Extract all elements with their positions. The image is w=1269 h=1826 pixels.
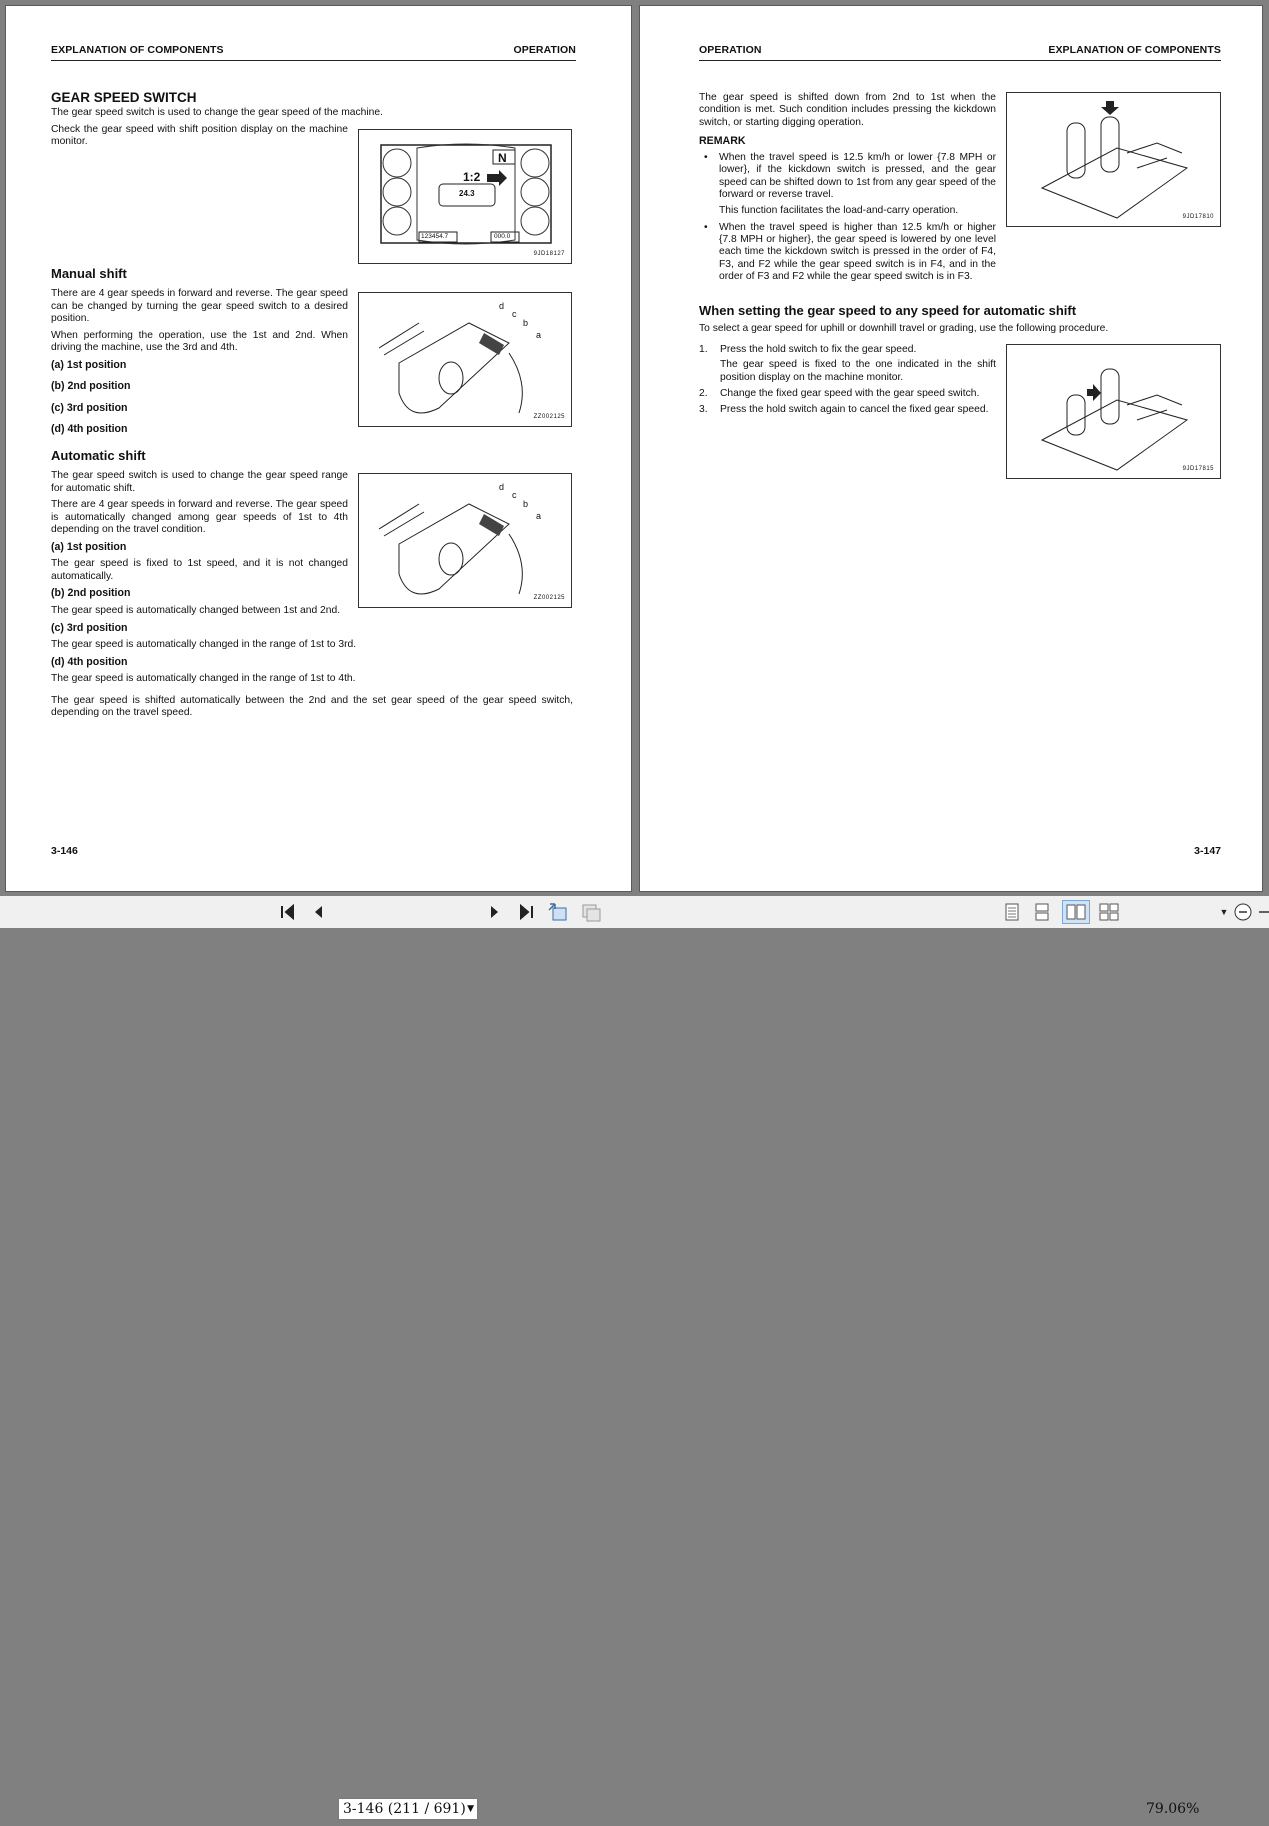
machine-monitor-figure bbox=[358, 129, 572, 264]
zoom-level[interactable]: 79.06% bbox=[1146, 1801, 1200, 1817]
speed-readout: 24.3 bbox=[459, 189, 475, 198]
remark-list bbox=[699, 152, 996, 283]
callout-label: b bbox=[523, 499, 529, 509]
right-document-page bbox=[639, 5, 1263, 892]
continuous-view-icon[interactable] bbox=[1031, 896, 1053, 928]
previous-page-icon[interactable] bbox=[306, 896, 330, 928]
figure-code: 9JD18127 bbox=[533, 251, 565, 257]
header-section-title: EXPLANATION OF COMPONENTS bbox=[51, 44, 224, 56]
running-header bbox=[51, 44, 576, 61]
gear-switch-lever-figure bbox=[358, 292, 572, 427]
kickdown-section bbox=[699, 92, 996, 287]
paragraph: The gear speed is fixed to 1st speed, and it is not changed automatically. bbox=[51, 558, 348, 582]
position-label: (b) 2nd position bbox=[51, 587, 131, 600]
paragraph: The gear speed is shifted automatically between the 2nd and the set gear speed of the gear speed switch, depending on the travel speed. bbox=[51, 695, 573, 719]
position-label: (c) 3rd position bbox=[51, 401, 128, 414]
subsection-title: Automatic shift bbox=[51, 448, 146, 463]
remark-note: This function facilitates the load-and-carry operation. bbox=[719, 205, 959, 217]
procedure-steps bbox=[699, 344, 996, 420]
paragraph: When performing the operation, use the 1st and 2nd. When driving the machine, use the 3rd and 4th. bbox=[51, 329, 348, 354]
position-label: (c) 3rd position bbox=[51, 621, 128, 634]
step-item bbox=[699, 404, 996, 416]
first-page-icon[interactable] bbox=[276, 896, 300, 928]
remark-item bbox=[719, 152, 996, 217]
callout-label: d bbox=[499, 482, 505, 492]
running-header bbox=[699, 44, 1221, 61]
gear-indicator-letter: N bbox=[498, 151, 507, 165]
step-item bbox=[699, 387, 996, 400]
automatic-shift-final bbox=[51, 695, 573, 724]
figure-code: ZZ002125 bbox=[533, 414, 565, 420]
zoom-out-icon[interactable] bbox=[1232, 896, 1254, 928]
figure-code: ZZ002125 bbox=[533, 595, 565, 601]
gear-switch-lever-figure bbox=[358, 473, 572, 608]
odometer-readout: 123454.7 bbox=[421, 233, 449, 240]
viewer-toolbar bbox=[0, 896, 1269, 1817]
header-chapter-title: OPERATION bbox=[699, 44, 762, 56]
subsection-title: When setting the gear speed to any speed for automatic shift bbox=[699, 303, 1077, 318]
position-label: (d) 4th position bbox=[51, 655, 128, 668]
chevron-down-icon: ▼ bbox=[467, 1804, 474, 1814]
automatic-shift-section bbox=[51, 448, 357, 690]
position-label: (b) 2nd position bbox=[51, 380, 131, 393]
paragraph: The gear speed is automatically changed in the range of 1st to 3rd. bbox=[51, 638, 357, 650]
header-chapter-title: OPERATION bbox=[513, 44, 576, 56]
paragraph: The gear speed is automatically changed between 1st and 2nd. bbox=[51, 604, 341, 616]
remark-item bbox=[719, 222, 996, 283]
callout-label: a bbox=[536, 330, 542, 340]
next-page-icon[interactable] bbox=[483, 896, 507, 928]
position-label: (a) 1st position bbox=[51, 358, 127, 371]
paragraph: Check the gear speed with shift position display on the machine monitor. bbox=[51, 124, 348, 148]
two-page-continuous-view-icon[interactable] bbox=[1097, 896, 1121, 928]
section-title: GEAR SPEED SWITCH bbox=[51, 90, 197, 105]
remark-title: REMARK bbox=[699, 134, 746, 147]
figure-code: 9JD17815 bbox=[1182, 466, 1214, 472]
next-view-icon[interactable] bbox=[578, 896, 604, 928]
callout-label: d bbox=[499, 301, 505, 311]
paragraph: There are 4 gear speeds in forward and reverse. The gear speed can be changed by turning the gear speed switch to a desired position. bbox=[51, 288, 348, 324]
callout-label: b bbox=[523, 318, 529, 328]
callout-label: c bbox=[512, 490, 517, 500]
remark-text: When the travel speed is higher than 12.5 km/h or higher {7.8 MPH or higher}, the gear speed is lowered by one level each time the kickdown switch is pressed in the order of F4, F3, and F2 while the gear speed switch is in F4, and in the order of F3 and F2 while the gear speed switch is in F3. bbox=[719, 221, 996, 282]
step-number: 3. bbox=[699, 404, 708, 416]
step-item bbox=[699, 344, 996, 384]
two-page-view-icon[interactable] bbox=[1062, 900, 1090, 924]
page-number: 3-146 bbox=[51, 845, 78, 857]
page-indicator: 3-146 (211 / 691) bbox=[343, 1801, 466, 1817]
left-document-page bbox=[5, 5, 632, 892]
step-text: Change the fixed gear speed with the gear speed switch. bbox=[720, 387, 980, 399]
gear-display-value: 1:2 bbox=[463, 170, 481, 184]
previous-view-icon[interactable] bbox=[545, 896, 571, 928]
position-label: (a) 1st position bbox=[51, 540, 127, 553]
step-text: Press the hold switch again to cancel the fixed gear speed. bbox=[720, 404, 989, 416]
step-number: 2. bbox=[699, 387, 708, 399]
paragraph: The gear speed switch is used to change the gear speed range for automatic shift. bbox=[51, 470, 348, 494]
automatic-shift-setting-section bbox=[699, 305, 1219, 340]
gear-speed-switch-section bbox=[51, 90, 383, 153]
zoom-in-partial[interactable] bbox=[1256, 896, 1269, 928]
manual-shift-section bbox=[51, 268, 348, 444]
position-label: (d) 4th position bbox=[51, 422, 128, 435]
step-number: 1. bbox=[699, 344, 708, 355]
figure-code: 9JD17810 bbox=[1182, 214, 1214, 220]
hourmeter-readout: 000.0 bbox=[494, 233, 511, 240]
paragraph: The gear speed is automatically changed in the range of 1st to 4th. bbox=[51, 673, 356, 685]
page-number-select[interactable] bbox=[338, 1798, 478, 1820]
hold-switch-figure bbox=[1006, 344, 1221, 479]
callout-label: c bbox=[512, 309, 517, 319]
header-section-title: EXPLANATION OF COMPONENTS bbox=[1048, 44, 1221, 56]
single-page-view-icon[interactable] bbox=[1001, 896, 1023, 928]
subsection-title: Manual shift bbox=[51, 266, 127, 281]
paragraph: The gear speed switch is used to change the gear speed of the machine. bbox=[51, 107, 383, 119]
step-note: The gear speed is fixed to the one indicated in the shift position display on the machine monitor. bbox=[720, 359, 996, 383]
paragraph: To select a gear speed for uphill or downhill travel or grading, use the following procedure. bbox=[699, 323, 1109, 335]
paragraph: There are 4 gear speeds in forward and reverse. The gear speed is automatically changed among gear speeds of 1st to 4th depending on the travel condition. bbox=[51, 499, 348, 536]
step-text: Press the hold switch to fix the gear speed. bbox=[720, 344, 917, 355]
paragraph: The gear speed is shifted down from 2nd to 1st when the condition is met. Such condition includes pressing the kickdown switch, or starting digging operation. bbox=[699, 92, 996, 128]
page-number: 3-147 bbox=[1194, 845, 1221, 857]
last-page-icon[interactable] bbox=[513, 896, 539, 928]
kickdown-switch-figure bbox=[1006, 92, 1221, 227]
zoom-dropdown-icon[interactable]: ▼ bbox=[1219, 907, 1229, 917]
callout-label: a bbox=[536, 511, 542, 521]
steps-list bbox=[699, 344, 996, 416]
remark-text: When the travel speed is 12.5 km/h or lower {7.8 MPH or lower}, if the kickdown switch is pressed, and the gear speed can be shifted down to 1st from any gear speed of the forward or reverse travel. bbox=[719, 152, 996, 201]
